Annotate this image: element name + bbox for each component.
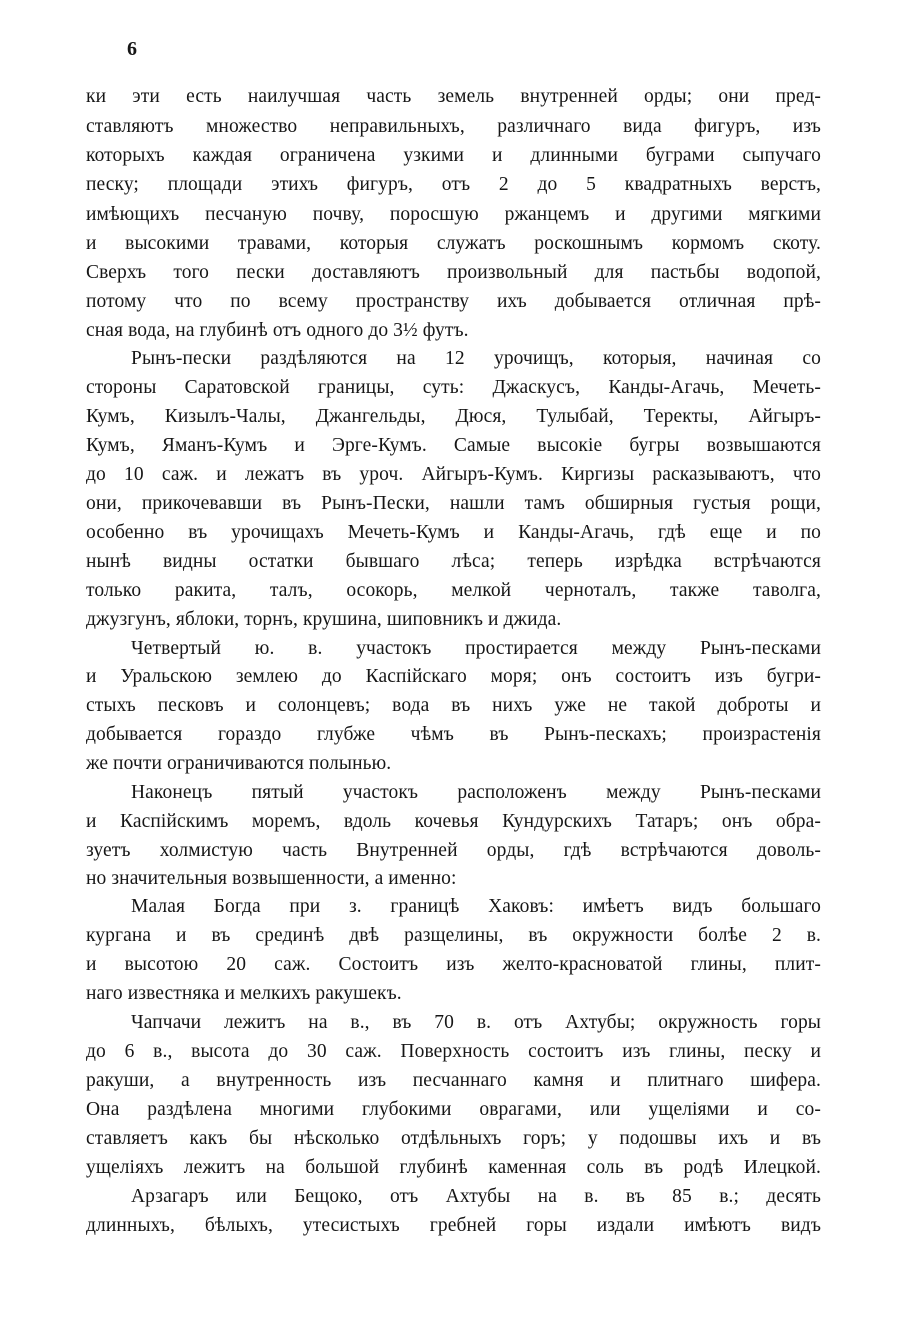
text-line: ущеліяхъ лежитъ на большой глубинѣ каменная соль въ родѣ Илецкой.	[86, 1157, 821, 1178]
page-number: 6	[127, 38, 137, 60]
text-line: ставляетъ какъ бы нѣсколько отдѣльныхъ горъ; у подошвы ихъ и въ	[86, 1128, 821, 1149]
text-line: зуетъ холмистую часть Внутренней орды, гдѣ встрѣчаются доволь-	[86, 840, 821, 861]
text-line: только ракита, талъ, осокорь, мелкой черноталъ, также таволга,	[86, 580, 821, 601]
text-line: же почти ограничиваются полынью.	[86, 753, 392, 774]
text-line: и высокими травами, которыя служатъ роскошнымъ кормомъ скоту.	[86, 233, 821, 254]
text-line: ракуши, а внутренность изъ песчаннаго камня и плитнаго шифера.	[86, 1070, 821, 1091]
text-line: Кумъ, Кизылъ-Чалы, Джангельды, Дюся, Тулыбай, Теректы, Айгыръ-	[86, 406, 821, 427]
text-line: сная вода, на глубинѣ отъ одного до 3½ футъ.	[86, 320, 469, 341]
text-line: Она раздѣлена многими глубокими оврагами, или ущеліями и со-	[86, 1099, 821, 1120]
text-line: Сверхъ того пески доставляютъ произвольный для пастьбы водопой,	[86, 262, 821, 283]
text-line: Четвертый ю. в. участокъ простирается между Рынъ-песками	[131, 638, 821, 659]
text-line: нынѣ видны остатки бывшаго лѣса; теперь изрѣдка встрѣчаются	[86, 551, 821, 572]
text-line: добывается гораздо глубже чѣмъ въ Рынъ-пескахъ; произрастенія	[86, 724, 821, 745]
text-line: Малая Богда при з. границѣ Хаковъ: имѣетъ видъ большаго	[131, 896, 821, 917]
text-line: Кумъ, Яманъ-Кумъ и Эрге-Кумъ. Самые высокіе бугры возвышаются	[86, 435, 821, 456]
text-line: ки эти есть наилучшая часть земель внутренней орды; они пред-	[86, 86, 821, 107]
text-line: ставляютъ множество неправильныхъ, различнаго вида фигуръ, изъ	[86, 116, 821, 137]
text-line: но значительныя возвышенности, а именно:	[86, 868, 457, 889]
text-line: до 6 в., высота до 30 саж. Поверхность состоитъ изъ глины, песку и	[86, 1041, 821, 1062]
text-line: стороны Саратовской границы, суть: Джаскусъ, Канды-Агачь, Мечеть-	[86, 377, 821, 398]
text-line: стыхъ песковъ и солонцевъ; вода въ нихъ уже не такой доброты и	[86, 695, 821, 716]
text-line: потому что по всему пространству ихъ добывается отличная прѣ-	[86, 291, 821, 312]
text-line: песку; площади этихъ фигуръ, отъ 2 до 5 квадратныхъ верстъ,	[86, 174, 821, 195]
text-line: имѣющихъ песчаную почву, поросшую ржанцемъ и другими мягкими	[86, 204, 821, 225]
text-line: джузгунъ, яблоки, торнъ, крушина, шиповникъ и джида.	[86, 609, 562, 630]
text-line: наго известняка и мелкихъ ракушекъ.	[86, 983, 402, 1004]
text-line: особенно въ урочищахъ Мечеть-Кумъ и Канды-Агачь, гдѣ еще и по	[86, 522, 821, 543]
text-line: длинныхъ, бѣлыхъ, утесистыхъ гребней горы издали имѣютъ видъ	[86, 1215, 821, 1236]
text-line: которыхъ каждая ограничена узкими и длинными буграми сыпучаго	[86, 145, 821, 166]
text-line: до 10 саж. и лежатъ въ уроч. Айгыръ-Кумъ. Киргизы расказываютъ, что	[86, 464, 821, 485]
text-line: кургана и въ срединѣ двѣ разщелины, въ окружности болѣе 2 в.	[86, 925, 821, 946]
text-line: и Уральскою землею до Каспійскаго моря; онъ состоитъ изъ бугри-	[86, 666, 821, 687]
text-line: Арзагаръ или Бещоко, отъ Ахтубы на в. въ 85 в.; десять	[131, 1186, 821, 1207]
text-line: и высотою 20 саж. Состоитъ изъ желто-красноватой глины, плит-	[86, 954, 821, 975]
text-line: и Каспійскимъ моремъ, вдоль кочевья Кундурскихъ Татаръ; онъ обра-	[86, 811, 821, 832]
text-line: Чапчачи лежитъ на в., въ 70 в. отъ Ахтубы; окружность горы	[131, 1012, 821, 1033]
text-line: они, прикочевавши въ Рынъ-Пески, нашли тамъ обширныя густыя рощи,	[86, 493, 821, 514]
text-line: Рынъ-пески раздѣляются на 12 урочищъ, которыя, начиная со	[131, 348, 821, 369]
text-line: Наконецъ пятый участокъ расположенъ между Рынъ-песками	[131, 782, 821, 803]
